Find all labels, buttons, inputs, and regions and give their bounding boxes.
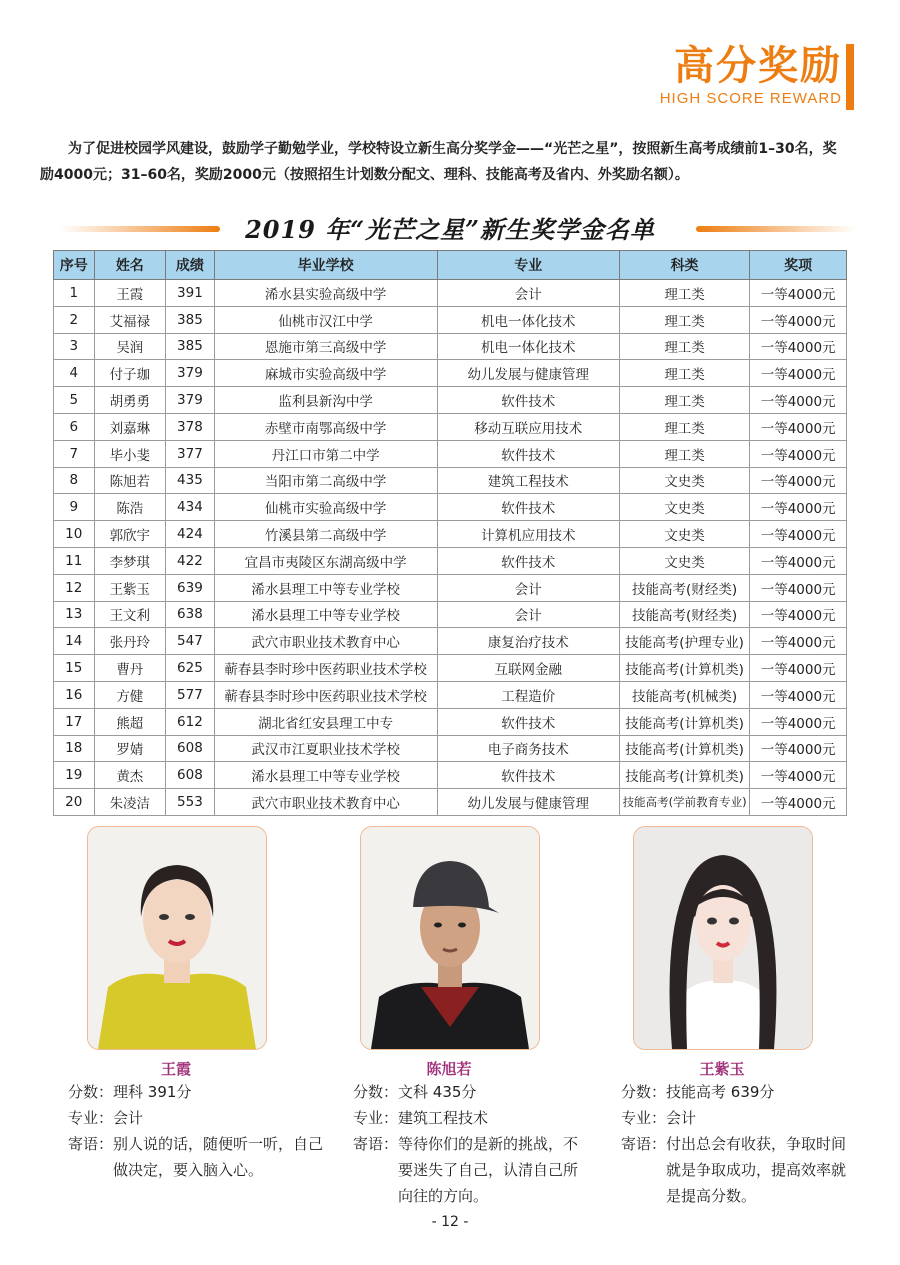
cell-award: 一等4000元 — [750, 360, 847, 387]
cell-score: 385 — [166, 306, 215, 333]
cell-no: 6 — [54, 413, 95, 440]
cell-major: 软件技术 — [437, 708, 619, 735]
table-row — [54, 655, 847, 682]
table-row — [54, 521, 847, 548]
cell-major: 会计 — [437, 574, 619, 601]
major-value: 会计 — [113, 1109, 144, 1127]
cell-school: 丹江口市第二中学 — [214, 440, 437, 467]
cell-no: 17 — [54, 708, 95, 735]
cell-no: 14 — [54, 628, 95, 655]
score-value: 文科 435分 — [398, 1083, 477, 1101]
table-row — [54, 494, 847, 521]
cell-school: 湖北省红安县理工中专 — [214, 708, 437, 735]
cell-no: 5 — [54, 387, 95, 414]
header-major: 专业 — [437, 251, 619, 280]
cell-name: 艾福禄 — [94, 306, 166, 333]
cell-score: 379 — [166, 387, 215, 414]
cell-score: 638 — [166, 601, 215, 628]
cell-school: 仙桃市实验高级中学 — [214, 494, 437, 521]
cell-name: 陈旭若 — [94, 467, 166, 494]
cell-award: 一等4000元 — [750, 280, 847, 307]
cell-major: 软件技术 — [437, 762, 619, 789]
cell-school: 麻城市实验高级中学 — [214, 360, 437, 387]
cell-major: 康复治疗技术 — [437, 628, 619, 655]
cell-category: 技能高考(计算机类) — [619, 708, 749, 735]
student-name: 王紫玉 — [699, 1060, 745, 1078]
cell-category: 理工类 — [619, 306, 749, 333]
table-row — [54, 413, 847, 440]
cell-score: 378 — [166, 413, 215, 440]
cell-major: 会计 — [437, 601, 619, 628]
cell-no: 19 — [54, 762, 95, 789]
cell-major: 会计 — [437, 280, 619, 307]
major-value: 建筑工程技术 — [398, 1109, 489, 1127]
cell-score: 422 — [166, 547, 215, 574]
intro-paragraph: 为了促进校园学风建设，鼓励学子勤勉学业，学校特设立新生高分奖学金——“光芒之星”，按照新生高考成绩前1–30名，奖励4000元；31–60名，奖励2000元（按照招生计划数分配文、理科、技能高考及省内、外奖励名额）。 — [40, 141, 837, 183]
cell-name: 陈浩 — [94, 494, 166, 521]
header-no: 序号 — [54, 251, 95, 280]
cell-category: 理工类 — [619, 360, 749, 387]
cell-no: 13 — [54, 601, 95, 628]
major-label: 专业： — [353, 1109, 399, 1127]
header-award: 奖项 — [750, 251, 847, 280]
score-label: 分数： — [68, 1083, 114, 1101]
cell-no: 12 — [54, 574, 95, 601]
cell-name: 王紫玉 — [94, 574, 166, 601]
cell-school: 竹溪县第二高级中学 — [214, 521, 437, 548]
cell-major: 软件技术 — [437, 547, 619, 574]
cell-award: 一等4000元 — [750, 708, 847, 735]
cell-school: 浠水县理工中等专业学校 — [214, 762, 437, 789]
student-info — [68, 1079, 328, 1183]
portrait-image — [634, 827, 812, 1049]
cell-no: 20 — [54, 789, 95, 816]
section-title — [0, 210, 900, 246]
cell-score: 577 — [166, 681, 215, 708]
cell-award: 一等4000元 — [750, 789, 847, 816]
cell-score: 625 — [166, 655, 215, 682]
score-value: 理科 391分 — [113, 1083, 192, 1101]
cell-award: 一等4000元 — [750, 440, 847, 467]
cell-score: 377 — [166, 440, 215, 467]
cell-category: 技能高考(计算机类) — [619, 735, 749, 762]
student-photo — [87, 826, 267, 1050]
cell-no: 10 — [54, 521, 95, 548]
cell-award: 一等4000元 — [750, 521, 847, 548]
cell-category: 文史类 — [619, 467, 749, 494]
cell-category: 理工类 — [619, 413, 749, 440]
student-info — [353, 1079, 603, 1209]
header-category: 科类 — [619, 251, 749, 280]
cell-major: 电子商务技术 — [437, 735, 619, 762]
table-row — [54, 387, 847, 414]
cell-major: 软件技术 — [437, 440, 619, 467]
score-label: 分数： — [353, 1083, 399, 1101]
cell-score: 608 — [166, 762, 215, 789]
cell-name: 郭欣宇 — [94, 521, 166, 548]
cell-award: 一等4000元 — [750, 547, 847, 574]
cell-name: 付子珈 — [94, 360, 166, 387]
cell-name: 李梦琪 — [94, 547, 166, 574]
cell-no: 9 — [54, 494, 95, 521]
cell-award: 一等4000元 — [750, 762, 847, 789]
student-name: 王霞 — [160, 1060, 191, 1078]
cell-award: 一等4000元 — [750, 494, 847, 521]
cell-no: 7 — [54, 440, 95, 467]
cell-school: 武穴市职业技术教育中心 — [214, 789, 437, 816]
portrait-image — [88, 827, 266, 1049]
table-row — [54, 762, 847, 789]
cell-award: 一等4000元 — [750, 467, 847, 494]
table-row — [54, 789, 847, 816]
header-subtitle: HIGH SCORE REWARD — [659, 90, 842, 107]
cell-category: 文史类 — [619, 521, 749, 548]
page-header — [660, 42, 854, 107]
cell-score: 424 — [166, 521, 215, 548]
table-row — [54, 601, 847, 628]
student-info — [621, 1079, 861, 1209]
cell-name: 胡勇勇 — [94, 387, 166, 414]
cell-school: 武穴市职业技术教育中心 — [214, 628, 437, 655]
cell-school: 监利县新沟中学 — [214, 387, 437, 414]
major-value: 会计 — [666, 1109, 697, 1127]
cell-no: 3 — [54, 333, 95, 360]
cell-no: 2 — [54, 306, 95, 333]
cell-major: 机电一体化技术 — [437, 306, 619, 333]
cell-category: 技能高考(计算机类) — [619, 762, 749, 789]
cell-major: 幼儿发展与健康管理 — [437, 360, 619, 387]
cell-no: 18 — [54, 735, 95, 762]
major-label: 专业： — [68, 1109, 114, 1127]
major-label: 专业： — [621, 1109, 667, 1127]
cell-award: 一等4000元 — [750, 735, 847, 762]
cell-no: 15 — [54, 655, 95, 682]
cell-category: 技能高考(计算机类) — [619, 655, 749, 682]
student-photo — [633, 826, 813, 1050]
table-row — [54, 574, 847, 601]
cell-category: 理工类 — [619, 440, 749, 467]
cell-major: 幼儿发展与健康管理 — [437, 789, 619, 816]
cell-major: 计算机应用技术 — [437, 521, 619, 548]
message-text: 付出总会有收获，争取时间就是争取成功，提高效率就是提高分数。 — [666, 1135, 847, 1205]
cell-score: 435 — [166, 467, 215, 494]
cell-school: 武汉市江夏职业技术学校 — [214, 735, 437, 762]
cell-award: 一等4000元 — [750, 387, 847, 414]
cell-major: 机电一体化技术 — [437, 333, 619, 360]
cell-award: 一等4000元 — [750, 413, 847, 440]
table-row — [54, 306, 847, 333]
cell-category: 技能高考(学前教育专业) — [619, 789, 749, 816]
header-accent-bar — [846, 44, 854, 110]
cell-school: 恩施市第三高级中学 — [214, 333, 437, 360]
cell-no: 16 — [54, 681, 95, 708]
cell-school: 蕲春县李时珍中医药职业技术学校 — [214, 655, 437, 682]
header-score: 成绩 — [166, 251, 215, 280]
cell-school: 蕲春县李时珍中医药职业技术学校 — [214, 681, 437, 708]
header-name: 姓名 — [94, 251, 166, 280]
score-label: 分数： — [621, 1083, 667, 1101]
title-decoration-right — [696, 226, 856, 232]
title-decoration-left — [60, 226, 220, 232]
table-row — [54, 280, 847, 307]
cell-school: 宜昌市夷陵区东湖高级中学 — [214, 547, 437, 574]
cell-major: 工程造价 — [437, 681, 619, 708]
message-label: 寄语： — [621, 1135, 667, 1153]
cell-name: 黄杰 — [94, 762, 166, 789]
cell-school: 浠水县理工中等专业学校 — [214, 601, 437, 628]
cell-no: 11 — [54, 547, 95, 574]
cell-award: 一等4000元 — [750, 574, 847, 601]
cell-category: 理工类 — [619, 333, 749, 360]
header-title: 高分奖励 — [674, 43, 842, 89]
cell-category: 文史类 — [619, 547, 749, 574]
cell-school: 浠水县理工中等专业学校 — [214, 574, 437, 601]
table-row — [54, 708, 847, 735]
cell-award: 一等4000元 — [750, 655, 847, 682]
page-number: - 12 - — [431, 1214, 469, 1230]
message-label: 寄语： — [68, 1135, 114, 1153]
cell-no: 4 — [54, 360, 95, 387]
cell-award: 一等4000元 — [750, 628, 847, 655]
student-name: 陈旭若 — [426, 1060, 472, 1078]
cell-award: 一等4000元 — [750, 306, 847, 333]
cell-category: 技能高考(机械类) — [619, 681, 749, 708]
table-row — [54, 333, 847, 360]
cell-score: 434 — [166, 494, 215, 521]
cell-score: 547 — [166, 628, 215, 655]
cell-name: 熊超 — [94, 708, 166, 735]
cell-no: 1 — [54, 280, 95, 307]
cell-major: 移动互联应用技术 — [437, 413, 619, 440]
table-header-row — [54, 251, 847, 280]
cell-score: 639 — [166, 574, 215, 601]
cell-award: 一等4000元 — [750, 333, 847, 360]
cell-name: 刘嘉琳 — [94, 413, 166, 440]
cell-award: 一等4000元 — [750, 681, 847, 708]
section-title-text: 2019 年“光芒之星”新生奖学金名单 — [245, 215, 655, 244]
message-label: 寄语： — [353, 1135, 399, 1153]
message-text: 等待你们的是新的挑战，不要迷失了自己，认清自己所向往的方向。 — [398, 1135, 579, 1205]
cell-no: 8 — [54, 467, 95, 494]
cell-category: 理工类 — [619, 387, 749, 414]
cell-award: 一等4000元 — [750, 601, 847, 628]
cell-name: 王霞 — [94, 280, 166, 307]
cell-school: 浠水县实验高级中学 — [214, 280, 437, 307]
cell-name: 朱凌洁 — [94, 789, 166, 816]
portrait-image — [361, 827, 539, 1049]
cell-score: 608 — [166, 735, 215, 762]
cell-name: 方健 — [94, 681, 166, 708]
cell-score: 391 — [166, 280, 215, 307]
cell-score: 385 — [166, 333, 215, 360]
cell-score: 379 — [166, 360, 215, 387]
table-row — [54, 440, 847, 467]
student-photo — [360, 826, 540, 1050]
cell-category: 文史类 — [619, 494, 749, 521]
cell-category: 技能高考(财经类) — [619, 574, 749, 601]
cell-school: 当阳市第二高级中学 — [214, 467, 437, 494]
cell-name: 罗婧 — [94, 735, 166, 762]
cell-major: 建筑工程技术 — [437, 467, 619, 494]
cell-major: 互联网金融 — [437, 655, 619, 682]
cell-school: 仙桃市汉江中学 — [214, 306, 437, 333]
table-row — [54, 681, 847, 708]
cell-category: 理工类 — [619, 280, 749, 307]
table-row — [54, 628, 847, 655]
cell-name: 吴润 — [94, 333, 166, 360]
cell-category: 技能高考(财经类) — [619, 601, 749, 628]
cell-score: 612 — [166, 708, 215, 735]
scholarship-table — [53, 250, 847, 816]
score-value: 技能高考 639分 — [666, 1083, 775, 1101]
cell-name: 王文利 — [94, 601, 166, 628]
table-row — [54, 547, 847, 574]
cell-name: 曹丹 — [94, 655, 166, 682]
cell-category: 技能高考(护理专业) — [619, 628, 749, 655]
header-school: 毕业学校 — [214, 251, 437, 280]
table-row — [54, 467, 847, 494]
message-text: 别人说的话，随便听一听，自己做决定，要入脑入心。 — [113, 1135, 324, 1179]
cell-major: 软件技术 — [437, 387, 619, 414]
cell-name: 毕小斐 — [94, 440, 166, 467]
cell-school: 赤壁市南鄂高级中学 — [214, 413, 437, 440]
table-row — [54, 360, 847, 387]
table-row — [54, 735, 847, 762]
cell-major: 软件技术 — [437, 494, 619, 521]
cell-name: 张丹玲 — [94, 628, 166, 655]
cell-score: 553 — [166, 789, 215, 816]
